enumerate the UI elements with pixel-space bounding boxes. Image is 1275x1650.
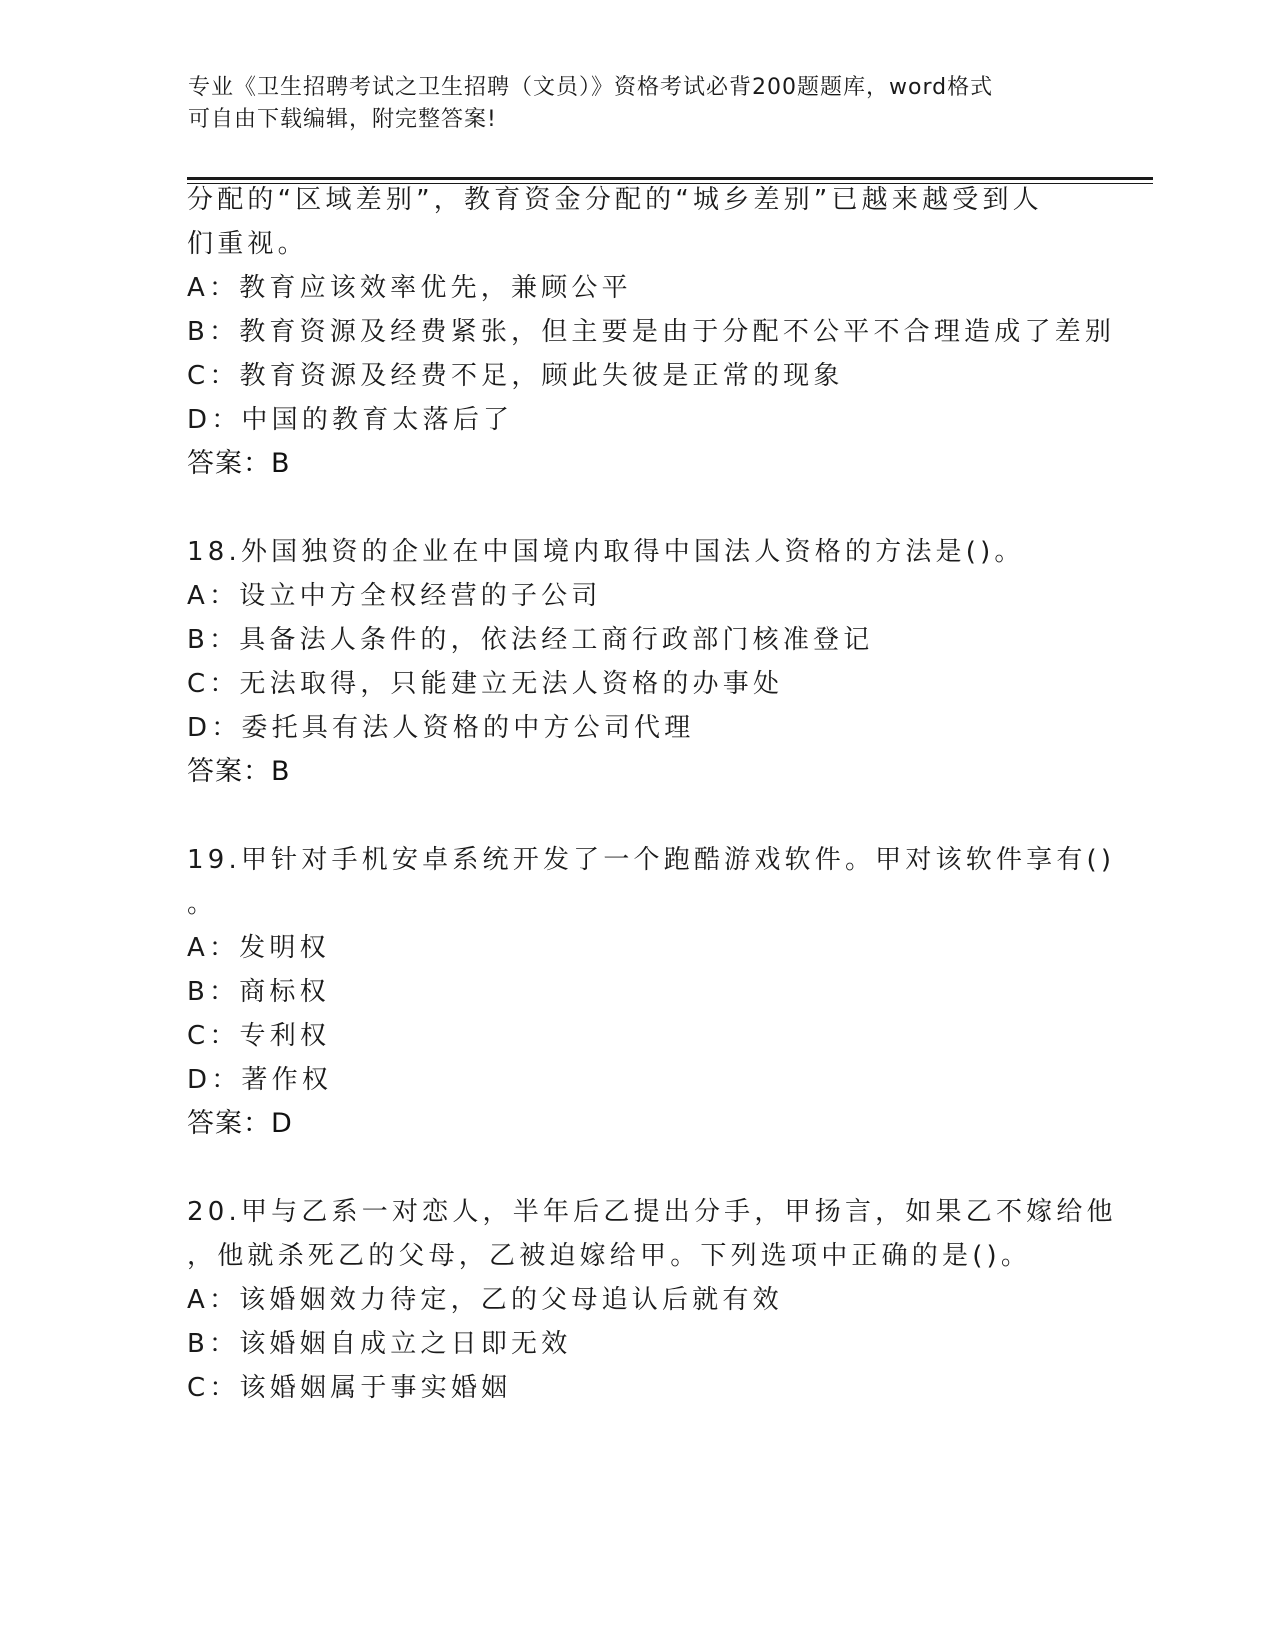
question-19-text-line-2: 。 <box>187 889 218 919</box>
question-17-option-c: C：教育资源及经费不足，顾此失彼是正常的现象 <box>187 361 844 391</box>
question-20-option-a: A：该婚姻效力待定，乙的父母追认后就有效 <box>187 1285 783 1315</box>
header-title-line-2: 可自由下载编辑，附完整答案! <box>188 107 497 132</box>
question-18-answer: 答案：B <box>187 756 291 787</box>
question-20-text-line-1: 20.甲与乙系一对恋人，半年后乙提出分手，甲扬言，如果乙不嫁给他 <box>187 1197 1117 1227</box>
question-19-option-c: C：专利权 <box>187 1021 331 1051</box>
question-19-option-d: D：著作权 <box>187 1065 333 1095</box>
question-20-option-c: C：该婚姻属于事实婚姻 <box>187 1373 512 1403</box>
question-18-text: 18.外国独资的企业在中国境内取得中国法人资格的方法是()。 <box>187 537 1025 567</box>
question-17-option-d: D：中国的教育太落后了 <box>187 405 514 435</box>
question-20-text-line-2: ，他就杀死乙的父母，乙被迫嫁给甲。下列选项中正确的是()。 <box>187 1241 1032 1271</box>
question-20-option-b: B：该婚姻自成立之日即无效 <box>187 1329 572 1359</box>
question-19-option-b: B：商标权 <box>187 977 330 1007</box>
question-18-option-b: B：具备法人条件的，依法经工商行政部门核准登记 <box>187 625 874 655</box>
question-19-answer: 答案：D <box>187 1108 293 1139</box>
header-title-line-1: 专业《卫生招聘考试之卫生招聘（文员）》资格考试必背200题题库，word格式 <box>188 75 994 100</box>
question-17-option-a: A：教育应该效率优先，兼顾公平 <box>187 273 632 303</box>
question-18-option-a: A：设立中方全权经营的子公司 <box>187 581 602 611</box>
question-19-option-a: A：发明权 <box>187 933 330 963</box>
question-17-answer: 答案：B <box>187 448 291 479</box>
question-19-text-line-1: 19.甲针对手机安卓系统开发了一个跑酷游戏软件。甲对该软件享有() <box>187 845 1116 875</box>
question-18-option-c: C：无法取得，只能建立无法人资格的办事处 <box>187 669 784 699</box>
question-18-option-d: D：委托具有法人资格的中方公司代理 <box>187 713 695 743</box>
question-17-option-b: B：教育资源及经费紧张，但主要是由于分配不公平不合理造成了差别 <box>187 317 1116 347</box>
question-17-text-line-2: 们重视。 <box>187 229 308 259</box>
document-header <box>188 72 1088 136</box>
question-17-text-line-1: 分配的“区域差别”，教育资金分配的“城乡差别”已越来越受到人 <box>187 185 1043 215</box>
